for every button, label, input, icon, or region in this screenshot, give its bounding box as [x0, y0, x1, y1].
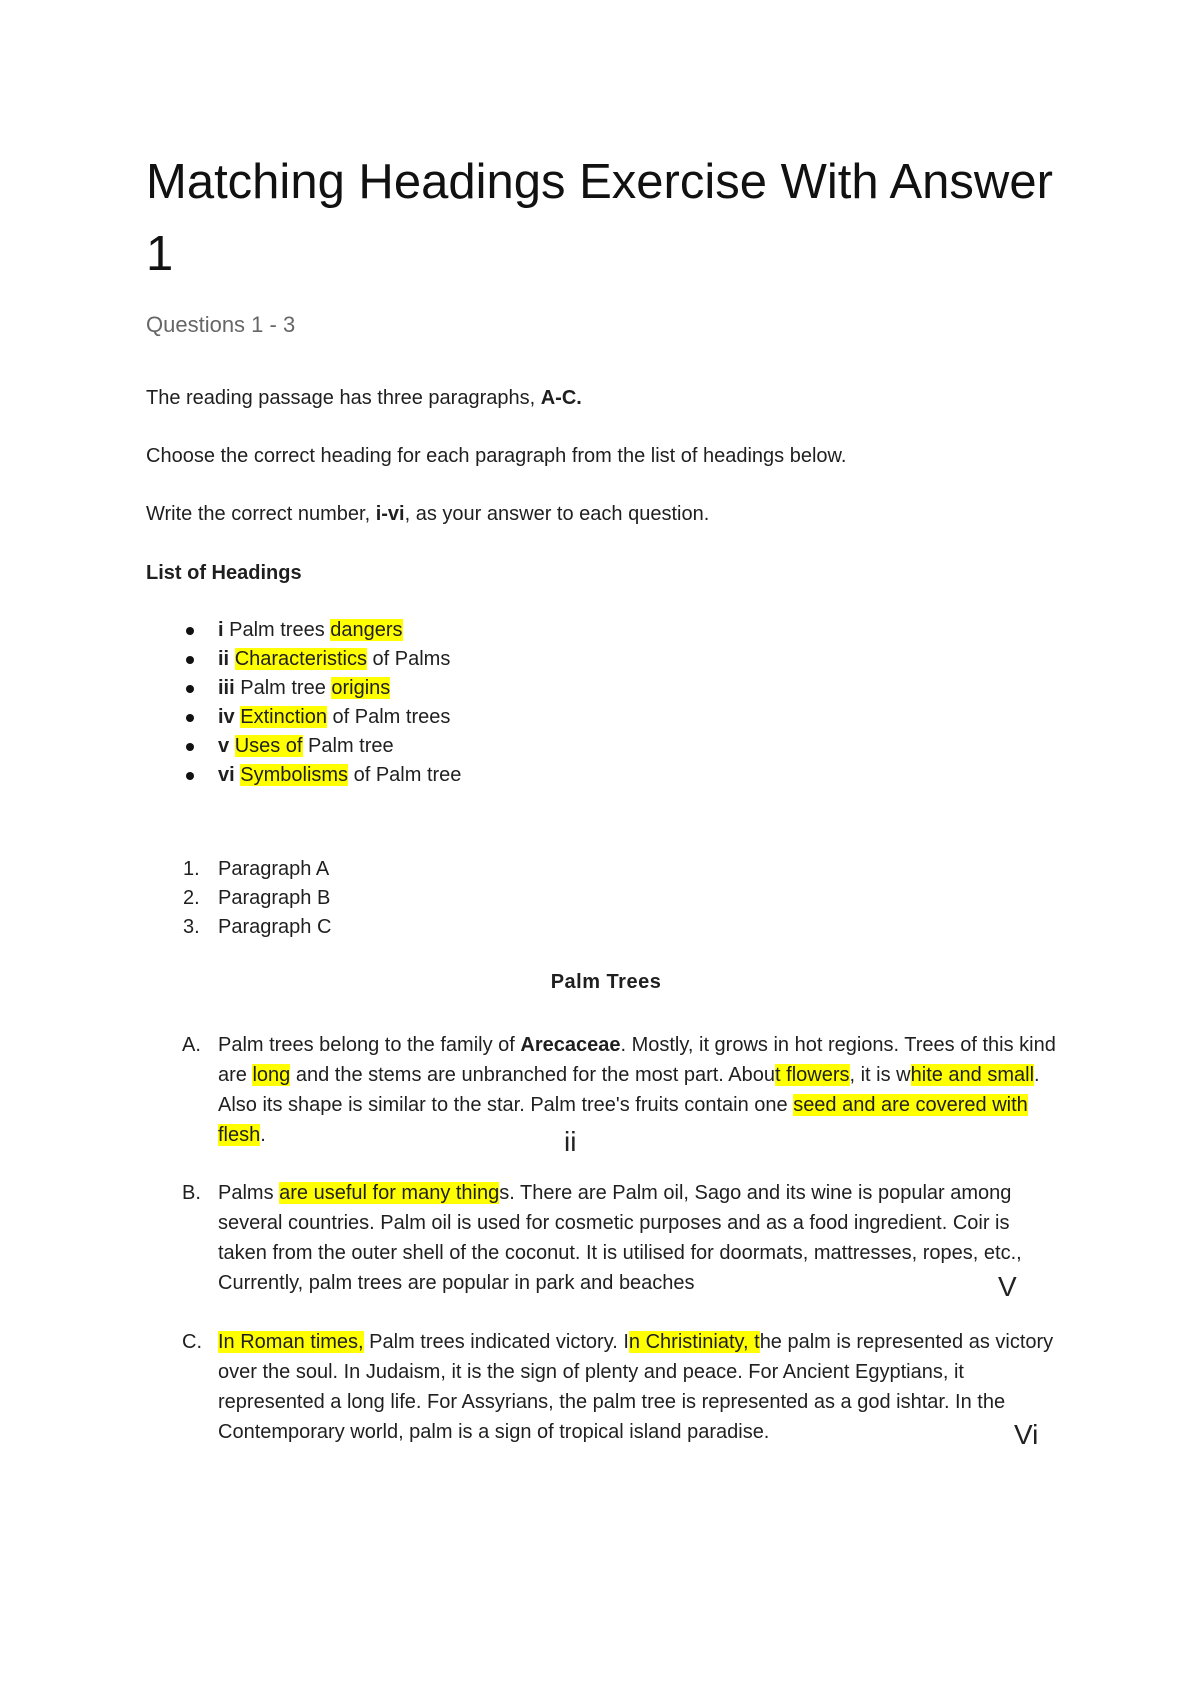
question-label: Paragraph B — [218, 887, 331, 909]
heading-highlight: Symbolisms — [240, 764, 349, 786]
instruction-text: Write the correct number, — [146, 503, 376, 525]
heading-text: of Palms — [366, 648, 451, 670]
instruction-text: The reading passage has three paragraphs, — [146, 387, 541, 409]
paragraph-bold: Arecaceae — [520, 1034, 621, 1056]
heading-highlight: origins — [331, 677, 391, 699]
heading-number: iv — [218, 706, 235, 728]
paragraph-body — [218, 1030, 1058, 1150]
paragraph-text: . — [260, 1124, 266, 1146]
paragraph-highlight: are useful for many thing — [279, 1182, 500, 1204]
heading-text: of Palm tree — [348, 764, 462, 786]
heading-number: iii — [218, 677, 235, 699]
heading-item — [146, 732, 461, 761]
instruction-bold: i-vi — [375, 503, 405, 525]
paragraph-letter: B. — [182, 1182, 201, 1204]
heading-number: ii — [218, 648, 230, 670]
instruction-line-3 — [146, 499, 709, 529]
question-label: Paragraph A — [218, 858, 330, 880]
list-heading-text: List of Headings — [146, 562, 302, 584]
answer-c: Vi — [1014, 1419, 1039, 1450]
page-title: Matching Headings Exercise With Answer 1 — [146, 155, 1053, 281]
question-number: 1. — [183, 858, 200, 880]
paragraph-text: Palm trees indicated victory. I — [363, 1331, 629, 1353]
question-number: 3. — [183, 916, 200, 938]
question-item — [146, 913, 331, 942]
paragraph-highlight: long — [252, 1064, 291, 1086]
heading-item — [146, 674, 461, 703]
paragraph-text: . Mostly, it grows in hot regions. Trees of this kind are — [218, 1034, 1056, 1086]
paragraph-text: and the stems are unbranched for the most part. Abou — [290, 1064, 776, 1086]
heading-number: vi — [218, 764, 235, 786]
answer-a: ii — [564, 1126, 577, 1157]
instruction-text: , as your answer to each question. — [404, 503, 710, 525]
paragraph-text: he palm is represented as victory over the soul. In Judaism, it is the sign of plenty and peace. For Ancient Egyptians, it represented a long life. For Assyrians, the palm tree is represented as a god ishtar. In the Contemporary world, palm is a sign of tropical island paradise. — [218, 1331, 1054, 1443]
instruction-line-2: Choose the correct heading for each paragraph from the list of headings below. — [146, 445, 847, 467]
paragraph-b — [146, 1178, 1066, 1298]
heading-highlight: dangers — [330, 619, 403, 641]
heading-item — [146, 616, 461, 645]
paragraph-highlight: t flowers — [775, 1064, 850, 1086]
heading-text: Palm tree — [302, 735, 394, 757]
paragraph-text: s. There are Palm oil, Sago and its wine is popular among several countries. Palm oil is used for cosmetic purposes and as a food ingredient. Coir is taken from the outer shell of the coconut. It is utilised for doormats, mattresses, ropes, etc., Currently, palm trees are popular in park and beaches — [218, 1182, 1022, 1294]
paragraph-highlight: In Roman times, — [218, 1331, 364, 1353]
paragraph-body — [218, 1178, 1058, 1298]
heading-item — [146, 703, 461, 732]
paragraph-letter: C. — [182, 1331, 202, 1353]
paragraph-highlight: hite and small — [910, 1064, 1035, 1086]
paragraph-letter: A. — [182, 1034, 201, 1056]
heading-highlight: Uses of — [234, 735, 303, 757]
paragraph-c — [146, 1327, 1066, 1447]
question-item — [146, 884, 331, 913]
heading-text: of Palm trees — [326, 706, 451, 728]
headings-list — [146, 616, 461, 790]
question-label: Paragraph C — [218, 916, 332, 938]
paragraph-body — [218, 1327, 1058, 1447]
paragraph-highlight: n Christiniaty, t — [628, 1331, 760, 1353]
heading-text: Palm trees — [229, 619, 331, 641]
question-number: 2. — [183, 887, 200, 909]
instruction-bold: A-C. — [540, 387, 582, 409]
paragraph-highlight: seed and are covered with flesh — [218, 1094, 1028, 1146]
heading-highlight: Characteristics — [234, 648, 367, 670]
heading-number: v — [218, 735, 230, 757]
passage-title: Palm Trees — [550, 971, 662, 993]
question-item — [146, 855, 331, 884]
heading-item — [146, 761, 461, 790]
heading-number: i — [218, 619, 224, 641]
heading-text: Palm tree — [240, 677, 332, 699]
page-subtitle: Questions 1 - 3 — [146, 312, 296, 337]
paragraph-text: . Also its shape is similar to the star. Palm tree's fruits contain one — [218, 1064, 1040, 1116]
list-heading — [146, 558, 302, 588]
heading-highlight: Extinction — [240, 706, 327, 728]
paragraph-a — [146, 1030, 1066, 1150]
heading-item — [146, 645, 461, 674]
answer-b: V — [998, 1271, 1017, 1302]
paragraph-text: Palm trees belong to the family of — [218, 1034, 521, 1056]
instruction-line-1 — [146, 383, 582, 413]
questions-list — [146, 855, 331, 942]
paragraph-text: Palms — [218, 1182, 280, 1204]
paragraph-text: , it is w — [849, 1064, 911, 1086]
